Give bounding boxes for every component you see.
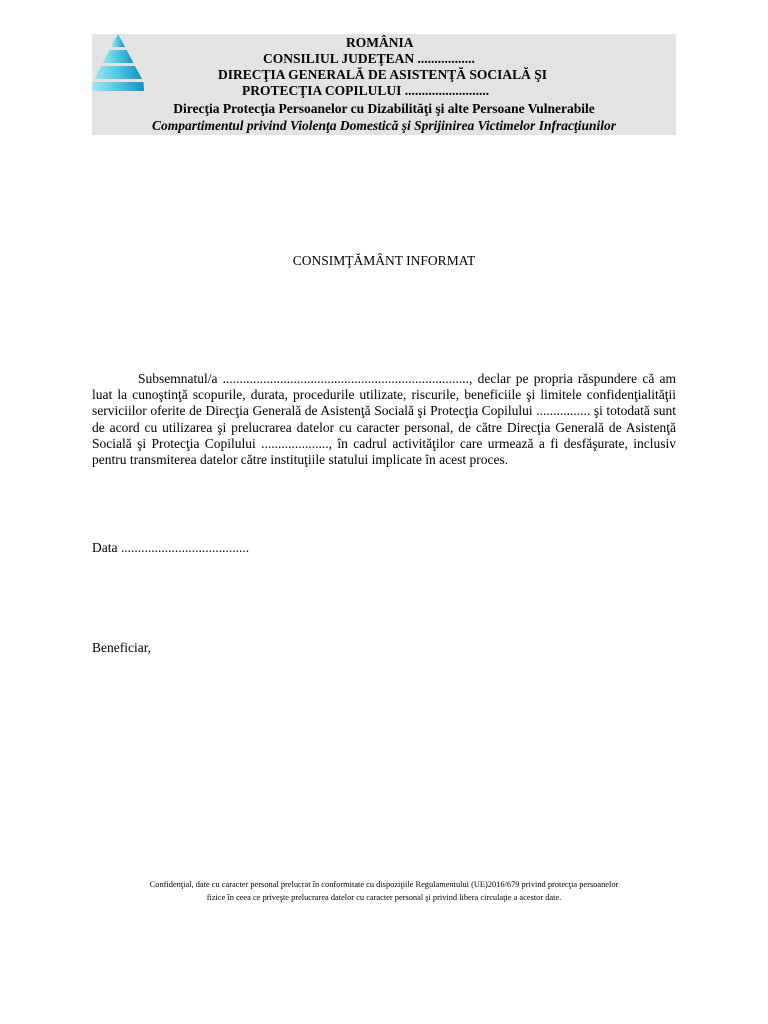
confidentiality-footer xyxy=(80,879,688,904)
footer-line-2: fizice în ceea ce priveşte prelucrarea datelor cu caracter personal şi privind libera circulaţie a acestor date. xyxy=(206,892,562,902)
header-department: Direcţia Protecţia Persoanelor cu Dizabilităţi şi alte Persoane Vulnerabile xyxy=(173,101,595,116)
header-directorate: DIRECŢIA GENERALĂ DE ASISTENŢĂ SOCIALĂ ŞI xyxy=(218,67,547,82)
consent-paragraph: Subsemnatul/a ........................................................................., declar pe propria răspundere că am luat la cunoştinţă scopurile, durata, procedurile utilizate, riscurile, beneficiile şi limitele confidenţialităţii serviciilor oferite de Direcţia Generală de Asistenţă Socială şi Protecţia Copilului ................ şi totodată sunt de acord cu utilizarea şi prelucrarea datelor cu caracter personal, de către Direcţia Generală de Asistenţă Socială şi Protecţia Copilului ...................., în cadrul activităţilor care urmează a fi desfăşurate, inclusiv pentru transmiterea datelor către instituţiile statului implicate în acest proces. xyxy=(92,371,676,468)
signature-label: Beneficiar, xyxy=(92,640,152,655)
header-country: ROMÂNIA xyxy=(346,35,414,50)
header-compartment: Compartimentul privind Violenţa Domestică şi Sprijinirea Victimelor Infracţiunilor xyxy=(152,118,616,133)
date-field: Data ...................................... xyxy=(92,540,250,555)
header-county-council: CONSILIUL JUDEŢEAN ................. xyxy=(263,51,475,66)
triangle-pyramid-logo-icon xyxy=(92,34,144,94)
document-title: CONSIMŢĂMÂNT INFORMAT xyxy=(292,253,476,268)
footer-line-1: Confidenţial, date cu caracter personal prelucrat în conformitate cu dispoziţiile Regulamentului (UE)2016/679 privind protecţia persoanelor xyxy=(149,880,619,889)
header-child-protection: PROTECŢIA COPILULUI ......................... xyxy=(242,83,490,98)
document-header xyxy=(92,34,676,135)
